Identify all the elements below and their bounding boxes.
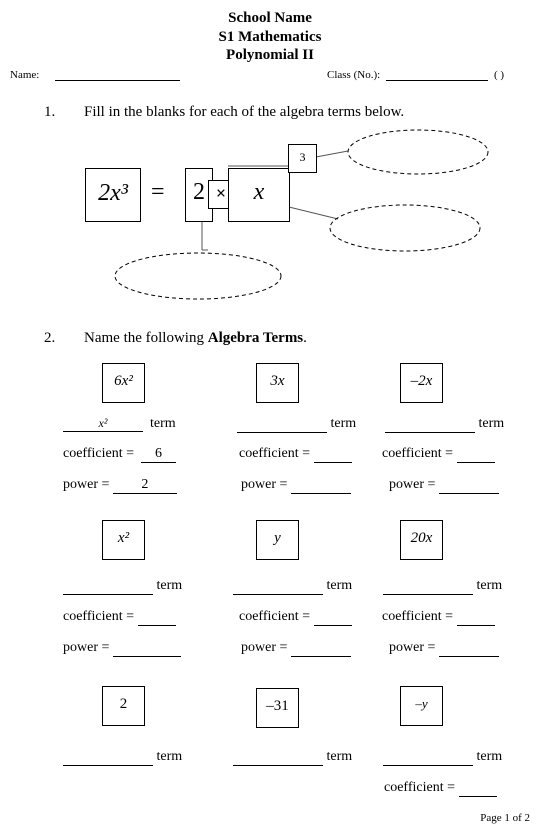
- coefficient-label: 2: [193, 179, 205, 205]
- q1-number: 1.: [44, 104, 56, 120]
- term-box-label: 2: [119, 696, 128, 712]
- q2-number: 2.: [44, 330, 56, 346]
- term-box-label: 3x: [270, 373, 285, 389]
- term-box-label: –31: [266, 698, 289, 714]
- power-label: 3: [299, 150, 306, 164]
- equals-sign: =: [151, 179, 165, 205]
- coefficient-line-1[interactable]: coefficient = 6: [63, 446, 176, 463]
- power-line-2[interactable]: power =: [241, 477, 351, 494]
- term-line-2[interactable]: term: [237, 416, 356, 433]
- q2-text: Name the following Algebra Terms.: [84, 330, 307, 346]
- coefficient-answer-oval: [115, 253, 281, 299]
- power-line-5[interactable]: power =: [241, 640, 351, 657]
- page-number: Page 1 of 2: [480, 812, 530, 824]
- power-line-1[interactable]: power = 2: [63, 477, 177, 494]
- term-box-label: 20x: [410, 530, 433, 546]
- variable-label: x: [253, 179, 265, 205]
- term-box-label: –2x: [410, 373, 433, 389]
- term-label: 2x³: [98, 180, 128, 206]
- coefficient-line-5[interactable]: coefficient =: [239, 609, 352, 626]
- term-box-label: x²: [117, 530, 130, 546]
- term-box-label: 6x²: [114, 373, 133, 389]
- q1-text: Fill in the blanks for each of the algebra terms below.: [84, 104, 405, 120]
- coefficient-line-6[interactable]: coefficient =: [382, 609, 495, 626]
- power-line-6[interactable]: power =: [389, 640, 499, 657]
- class-field[interactable]: [386, 68, 488, 81]
- coefficient-line-2[interactable]: coefficient =: [239, 446, 352, 463]
- term-line-4[interactable]: term: [63, 578, 182, 595]
- school-name: School Name: [228, 10, 312, 26]
- name-field[interactable]: [55, 68, 180, 81]
- power-line-3[interactable]: power =: [389, 477, 499, 494]
- class-no-paren: ( ): [494, 69, 505, 81]
- coefficient-line-4[interactable]: coefficient =: [63, 609, 176, 626]
- times-label: ×: [215, 183, 227, 203]
- term-line-5[interactable]: term: [233, 578, 352, 595]
- topic-title: Polynomial II: [226, 47, 314, 63]
- term-line-1[interactable]: x² term: [63, 416, 176, 432]
- term-line-3[interactable]: term: [385, 416, 504, 433]
- coefficient-line-9[interactable]: coefficient =: [384, 780, 497, 797]
- term-line-9[interactable]: term: [383, 749, 502, 766]
- term-box-label: –y: [415, 696, 428, 711]
- subject-title: S1 Mathematics: [218, 29, 322, 45]
- term-line-8[interactable]: term: [233, 749, 352, 766]
- term-line-6[interactable]: term: [383, 578, 502, 595]
- name-label: Name:: [10, 69, 40, 81]
- coefficient-line-3[interactable]: coefficient =: [382, 446, 495, 463]
- power-line-4[interactable]: power =: [63, 640, 181, 657]
- class-label: Class (No.):: [327, 69, 381, 81]
- variable-answer-oval: [330, 205, 480, 251]
- term-line-7[interactable]: term: [63, 749, 182, 766]
- power-answer-oval: [348, 130, 488, 174]
- term-box-label: y: [274, 530, 281, 546]
